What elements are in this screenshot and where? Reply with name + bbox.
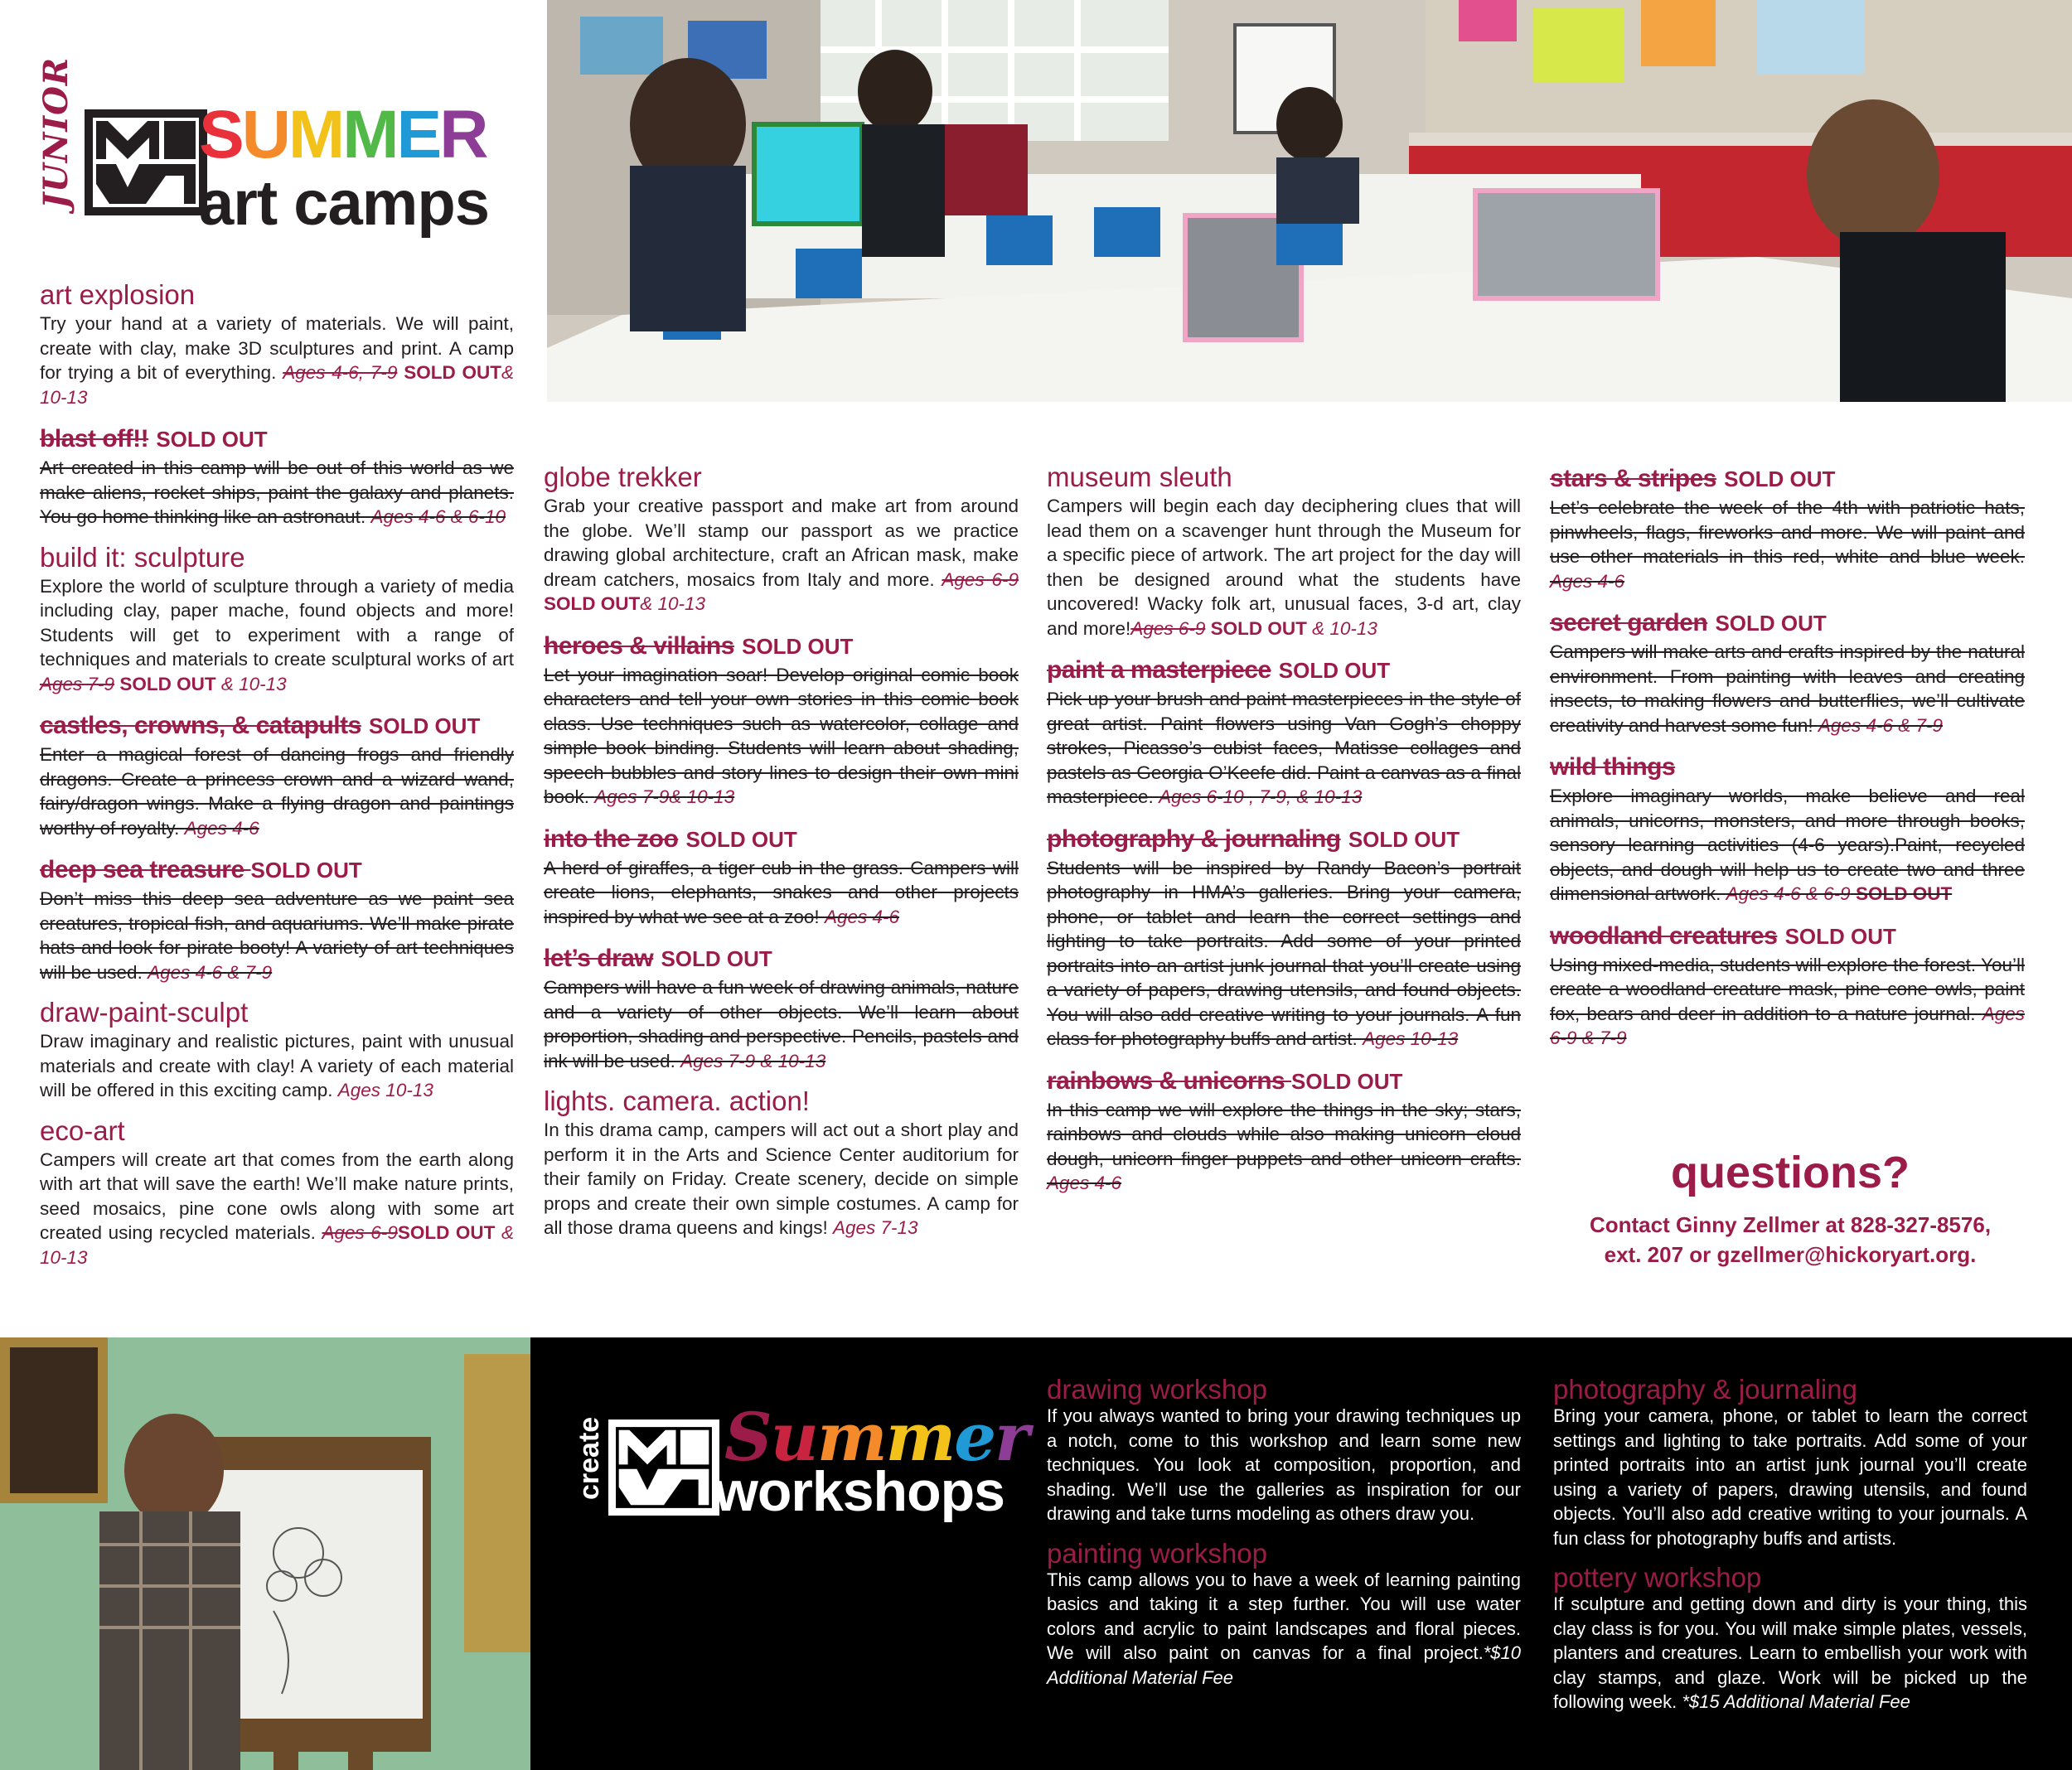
camp-description xyxy=(544,494,1019,617)
sold-out-badge: SOLD OUT xyxy=(1278,658,1391,683)
camp-ages-open: & 10-13 xyxy=(40,1222,515,1268)
create-label: create xyxy=(574,1416,605,1500)
camp-description xyxy=(40,574,514,697)
camp-ages: Ages 7-13 xyxy=(832,1217,918,1238)
camp-castles-crowns-catapults xyxy=(40,709,514,840)
sold-out-badge: SOLD OUT xyxy=(369,713,481,738)
camp-rainbows-unicorns xyxy=(1047,1065,1521,1196)
summer-script-letter: S xyxy=(724,1398,771,1476)
workshop-description xyxy=(1553,1592,2027,1714)
camp-description xyxy=(1550,784,2025,907)
camp-text: Let your imagination soar! Develop original comic book characters and tell your own stories in this comic book class. Use techniques such as watercolor, collage and simple book binding. Students will learn about shading, speech bubbles and story lines to design their own mini book. xyxy=(544,664,1019,807)
camp-title xyxy=(40,543,514,573)
summer-workshops-logo xyxy=(574,1398,1038,1528)
workshop-title: drawing workshop xyxy=(1047,1374,1267,1405)
camp-text: Students will be inspired by Randy Bacon’s portrait photography in HMA’s galleries. Bring your camera, phone, or tablet and learn the correct settings and lighting to take portraits. Add some of your printed portraits into an artist junk journal that you’ll create using a variety of papers, drawing utensils, and found objects. You will also add creative writing to your journals. A fun class for photography buffs and artist. xyxy=(1047,857,1521,1049)
sold-out-badge: SOLD OUT xyxy=(661,946,772,971)
camp-ages-struck: Ages 7-9 xyxy=(40,673,115,694)
sold-out-badge: SOLD OUT xyxy=(1205,617,1307,639)
sold-out-badge: SOLD OUT xyxy=(1724,467,1836,491)
workshop-pottery-workshop xyxy=(1553,1564,2027,1714)
camp-text: Campers will create art that comes from the earth along with art that will save the earth! We’ll make nature prints, seed mosaics, pine cone owls along with some art created using recycled materials. xyxy=(40,1149,514,1243)
workshop-photography-journaling xyxy=(1553,1376,2027,1550)
camp-title xyxy=(1550,751,2025,782)
camp-ages: Ages 4-6 xyxy=(1550,570,1625,592)
camp-eco-art xyxy=(40,1116,514,1270)
workshop-text: This camp allows you to have a week of learning painting basics and taking it a step further. You will use water colors and acrylic to paint landscapes and floral pieces. We will also paint on canvas for a final project. xyxy=(1047,1569,1521,1663)
junior-label: JUNIOR xyxy=(36,56,75,209)
sold-out-badge: SOLD OUT xyxy=(1291,1068,1403,1094)
summer-letter: S xyxy=(199,97,242,172)
camp-description xyxy=(1047,494,1521,641)
summer-wordmark xyxy=(199,97,487,172)
camp-text: Don’t miss this deep sea adventure as we paint sea creatures, tropical fish, and aquariums. We’ll make pirate hats and look for pirate booty! A variety of art techniques will be used. xyxy=(40,888,514,983)
camp-ages: Ages 4-6 & 6-10 xyxy=(370,506,506,527)
camp-ages: Ages 10-13 xyxy=(337,1080,433,1100)
sold-out-badge: SOLD OUT xyxy=(1784,923,1896,949)
camp-name: let’s draw xyxy=(544,945,654,972)
summer-script-letter: m xyxy=(816,1398,886,1476)
sold-out-badge: SOLD OUT xyxy=(156,427,268,452)
camp-lights-camera-action xyxy=(544,1086,1019,1240)
sold-out-badge: SOLD OUT xyxy=(1715,611,1827,636)
column-4 xyxy=(1550,462,2025,1064)
camp-ages-struck: Ages 6-9 xyxy=(322,1222,398,1243)
camp-name: paint a masterpiece xyxy=(1047,656,1271,684)
sold-out-badge: SOLD OUT xyxy=(1850,883,1953,904)
camp-title xyxy=(40,423,514,454)
camp-ages-struck: Ages 4-6, 7-9 xyxy=(283,362,398,383)
hma-logo-icon xyxy=(85,109,207,215)
camp-let-s-draw xyxy=(544,942,1019,1073)
camp-description xyxy=(544,975,1019,1073)
summer-letter: E xyxy=(396,97,440,172)
camp-description xyxy=(1550,640,2025,738)
workshops-column-2 xyxy=(1553,1376,2027,1728)
camp-title xyxy=(40,854,514,885)
camp-ages: Ages 4-6 xyxy=(1047,1173,1122,1193)
camp-title xyxy=(544,1086,1019,1116)
camp-ages: Ages 7-9 & 10-13 xyxy=(680,1050,826,1071)
camp-title xyxy=(544,630,1019,661)
camp-title xyxy=(40,1116,514,1146)
camp-title xyxy=(1550,462,2025,494)
camp-ages: Ages 4-6 & 7-9 xyxy=(1818,714,1943,736)
camp-heroes-villains xyxy=(544,630,1019,810)
camp-name: art explosion xyxy=(40,279,196,310)
camp-name: wild things xyxy=(1550,753,1676,781)
camp-name: museum sleuth xyxy=(1047,462,1232,492)
workshop-title: painting workshop xyxy=(1047,1537,1267,1569)
camp-title xyxy=(1047,1065,1521,1096)
camp-name: build it: sculpture xyxy=(40,541,245,573)
summer-script-letter: u xyxy=(770,1398,817,1476)
camp-title xyxy=(40,998,514,1028)
camp-text: In this drama camp, campers will act out a short play and perform it in the Arts and Science Center auditorium for their family on Friday. Create scenery, decide on simple props and create their own simple costumes. A camp for all those drama queens and kings! xyxy=(544,1120,1019,1238)
summer-letter: M xyxy=(288,97,343,172)
camp-text: Try your hand at a variety of materials. We will paint, create with clay, make 3D sculptures and print. A camp for trying a bit of everything. xyxy=(40,313,514,383)
workshop-painting-workshop xyxy=(1047,1537,1521,1690)
sold-out-badge: SOLD OUT xyxy=(1348,826,1460,852)
sold-out-badge: SOLD OUT xyxy=(114,673,216,694)
camp-description xyxy=(40,1148,514,1270)
contact-line-1: Contact Ginny Zellmer at 828-327-8576, xyxy=(1589,1212,1992,1237)
camp-text: Draw imaginary and realistic pictures, paint with unusual materials and create with clay! A variety of each material will be offered in this exciting camp. xyxy=(40,1031,514,1100)
camp-description xyxy=(1550,496,2025,593)
camp-description xyxy=(40,456,514,530)
sold-out-badge: SOLD OUT xyxy=(544,593,641,614)
camp-deep-sea-treasure xyxy=(40,854,514,984)
workshop-description xyxy=(1553,1404,2027,1550)
summer-letter: M xyxy=(342,97,397,172)
contact-line-2: ext. 207 or gzellmer@hickoryart.org. xyxy=(1604,1242,1977,1267)
camp-description xyxy=(1047,1098,1521,1196)
camp-paint-a-masterpiece xyxy=(1047,654,1521,810)
camp-build-it-sculpture xyxy=(40,543,514,697)
material-fee: *$10 Additional Material Fee xyxy=(1047,1642,1521,1688)
camp-name: deep sea treasure xyxy=(40,856,251,883)
camp-title xyxy=(40,709,514,741)
column-1 xyxy=(40,280,514,1283)
camp-wild-things xyxy=(1550,751,2025,907)
camp-name: secret garden xyxy=(1550,609,1708,636)
junior-summer-art-camps-logo xyxy=(36,56,534,239)
camp-ages: Ages 4-6 xyxy=(184,817,259,839)
camp-name: rainbows & unicorns xyxy=(1047,1066,1292,1095)
camp-stars-stripes xyxy=(1550,462,2025,593)
camp-text: Using mixed-media, students will explore the forest. You’ll create a woodland creature mask, pine cone owls, paint fox, bears and deer in addition to a nature journal. xyxy=(1550,954,2025,1024)
camp-text: Grab your creative passport and make art from around the globe. We’ll stamp our passport as we practice drawing global architecture, craft an African mask, make dream catchers, mosaics from Italy and more. xyxy=(544,496,1019,590)
camp-woodland-creatures xyxy=(1550,920,2025,1051)
camp-title xyxy=(1047,462,1521,492)
workshop-description xyxy=(1047,1404,1521,1526)
camp-text: A herd of giraffes, a tiger cub in the grass. Campers will create lions, elephants, snakes and other projects inspired by what we see at a zoo! xyxy=(544,857,1019,927)
camp-text: Campers will begin each day deciphering clues that will lead them on a scavenger hunt through the Museum for a specific piece of artwork. The art project for the day will then be designed around what the students have uncovered! Wacky folk art, unusual faces, 3-d art, clay and more! xyxy=(1047,496,1521,639)
camp-title xyxy=(1047,654,1521,685)
camp-draw-paint-sculpt xyxy=(40,998,514,1103)
camp-ages-open: & 10-13 xyxy=(640,593,706,614)
camp-title xyxy=(544,942,1019,974)
camp-text: Explore imaginary worlds, make believe and real animals, unicorns, monsters, and more through books, sensory learning activities (4-6 years).Paint, recycled objects, and dough will help us to create two and three dimensional artwork. xyxy=(1550,786,2025,904)
camp-description xyxy=(40,1029,514,1103)
camp-globe-trekker xyxy=(544,462,1019,617)
art-camps-title: art camps xyxy=(199,168,490,239)
summer-letter: U xyxy=(241,97,288,172)
camp-name: photography & journaling xyxy=(1047,825,1341,853)
camp-museum-sleuth xyxy=(1047,462,1521,641)
sold-out-badge: SOLD OUT xyxy=(742,633,854,659)
camp-text: In this camp we will explore the things in the sky; stars, rainbows and clouds while also making unicorn cloud dough, unicorn finger puppets and other unicorn crafts. xyxy=(1047,1099,1521,1169)
camp-ages: Ages 6-10 , 7-9, & 10-13 xyxy=(1159,786,1363,807)
camp-title xyxy=(40,280,514,310)
camp-title xyxy=(1550,920,2025,951)
camp-blast-off xyxy=(40,423,514,530)
camp-description xyxy=(544,856,1019,930)
camp-name: heroes & villains xyxy=(544,631,734,660)
camp-ages-open: & 10-13 xyxy=(1306,617,1377,639)
workshops-title: workshops xyxy=(714,1460,1005,1523)
camp-name: castles, crowns, & catapults xyxy=(40,712,361,739)
camp-ages: Ages 7-9& 10-13 xyxy=(594,786,735,807)
camp-text: Explore the world of sculpture through a variety of media including clay, paper mache, found objects and more! Students will get to experiment with a range of techniques and materials to create sculptural works of art xyxy=(40,575,514,670)
camp-secret-garden xyxy=(1550,607,2025,738)
camp-title xyxy=(1550,607,2025,638)
camp-ages: Ages 6-9 & 7-9 xyxy=(1550,1003,2025,1048)
workshop-text: If sculpture and getting down and dirty is your thing, this clay class is for you. You will make simple plates, vessels, planters and creatures. Learn to embellish your work with clay stamps, and glaze. Work will be picked up the following week. xyxy=(1553,1593,2027,1712)
camp-ages-open: & 10-13 xyxy=(215,673,287,694)
camp-title xyxy=(544,823,1019,854)
camp-text: Let’s celebrate the week of the 4th with patriotic hats, pinwheels, flags, fireworks and more. We will paint and use other materials in this red, white and blue week. xyxy=(1550,497,2025,567)
camp-description xyxy=(544,1118,1019,1240)
camp-description xyxy=(544,663,1019,810)
camp-text: Enter a magical forest of dancing frogs and friendly dragons. Create a princess crown and a wizard wand, fairy/dragon wings. Make a flying dragon and paintings worthy of royalty. xyxy=(40,744,514,839)
column-3 xyxy=(1047,462,1521,1209)
sold-out-badge: SOLD OUT xyxy=(397,362,501,383)
camp-description xyxy=(40,887,514,984)
camp-ages: Ages 10-13 xyxy=(1363,1028,1459,1049)
camp-name: globe trekker xyxy=(544,462,702,492)
camp-text: Art created in this camp will be out of this world as we make aliens, rocket ships, paint the galaxy and planets. You go home thinking like an astronaut. xyxy=(40,457,514,527)
workshop-drawing-workshop xyxy=(1047,1376,1521,1526)
camp-title xyxy=(544,462,1019,492)
camp-ages: Ages 4-6 & 7-9 xyxy=(148,961,273,983)
camp-description xyxy=(1047,856,1521,1052)
camp-art-explosion xyxy=(40,280,514,409)
summer-script-letter: e xyxy=(954,1398,995,1476)
material-fee: *$15 Additional Material Fee xyxy=(1682,1691,1910,1712)
summer-script-letter: m xyxy=(885,1398,955,1476)
hma-logo-icon xyxy=(608,1419,719,1516)
camp-text: Pick up your brush and paint masterpieces in the style of great artist. Paint flowers using Van Gogh’s choppy strokes, Picasso’s cubist faces, Matisse collages and pastels as Georgia O’Keefe did. Paint a canvas as a final masterpiece. xyxy=(1047,689,1521,807)
camp-name: stars & stripes xyxy=(1550,465,1716,492)
camp-ages-struck: Ages 6-9 xyxy=(942,568,1019,590)
camp-title xyxy=(1047,823,1521,854)
classroom-photo xyxy=(547,0,2072,402)
workshop-title: photography & journaling xyxy=(1553,1374,1857,1405)
sold-out-badge: SOLD OUT xyxy=(685,826,797,852)
camp-description xyxy=(1047,687,1521,810)
camp-photography-journaling xyxy=(1047,823,1521,1052)
workshop-description xyxy=(1047,1568,1521,1690)
camp-ages-struck: Ages 6-9 xyxy=(1130,617,1206,639)
sold-out-badge: SOLD OUT xyxy=(397,1222,496,1243)
questions-title: questions? xyxy=(1670,1148,1910,1197)
camp-text: Campers will have a fun week of drawing animals, nature and a variety of other objects. We’ll learn about proportion, shading and perspective. Pencils, pastels and ink will be used. xyxy=(544,977,1019,1071)
camp-name: into the zoo xyxy=(544,825,679,853)
camp-ages: Ages 4-6 xyxy=(824,906,900,927)
camp-ages: Ages 4-6 & 6-9 xyxy=(1726,883,1851,904)
camp-name: eco-art xyxy=(40,1115,125,1146)
workshop-text: Bring your camera, phone, or tablet to learn the correct settings and lighting to take portraits. Add some of your printed portraits into an artist junk journal you’ll create using a variety of papers, drawing utensils, and found objects. You’ll also add creative writing to your journals. A fun class for photography buffs and artists. xyxy=(1553,1405,2027,1549)
workshops-column-1 xyxy=(1047,1376,1521,1703)
workshop-text: If you always wanted to bring your drawing techniques up a notch, come to this workshop and learn some new techniques. You look at composition, proportion, and shading. We’ll use the galleries as inspiration for our drawing and take turns modeling as others draw you. xyxy=(1047,1405,1521,1524)
questions-block xyxy=(1558,1147,2022,1269)
column-2 xyxy=(544,462,1019,1254)
easel-drawing-photo xyxy=(0,1337,530,1770)
camp-into-the-zoo xyxy=(544,823,1019,930)
summer-letter: R xyxy=(439,97,487,172)
sold-out-badge: SOLD OUT xyxy=(250,858,362,883)
camp-description xyxy=(40,742,514,840)
camp-name: draw-paint-sculpt xyxy=(40,997,249,1028)
camp-description xyxy=(40,312,514,409)
camp-ages-open: & 10-13 xyxy=(40,362,515,408)
workshop-title: pottery workshop xyxy=(1553,1562,1762,1593)
camp-text: Campers will make arts and crafts inspired by the natural environment. From painting with leaves and creating insects, to making flowers and butterflies, we’ll cultivate creativity and harvest some fun! xyxy=(1550,641,2025,736)
camp-name: lights. camera. action! xyxy=(544,1086,810,1116)
summer-script-letter: r xyxy=(995,1398,1029,1476)
camp-name: woodland creatures xyxy=(1550,921,1778,950)
camp-name: blast off!! xyxy=(40,425,149,452)
camp-description xyxy=(1550,953,2025,1051)
